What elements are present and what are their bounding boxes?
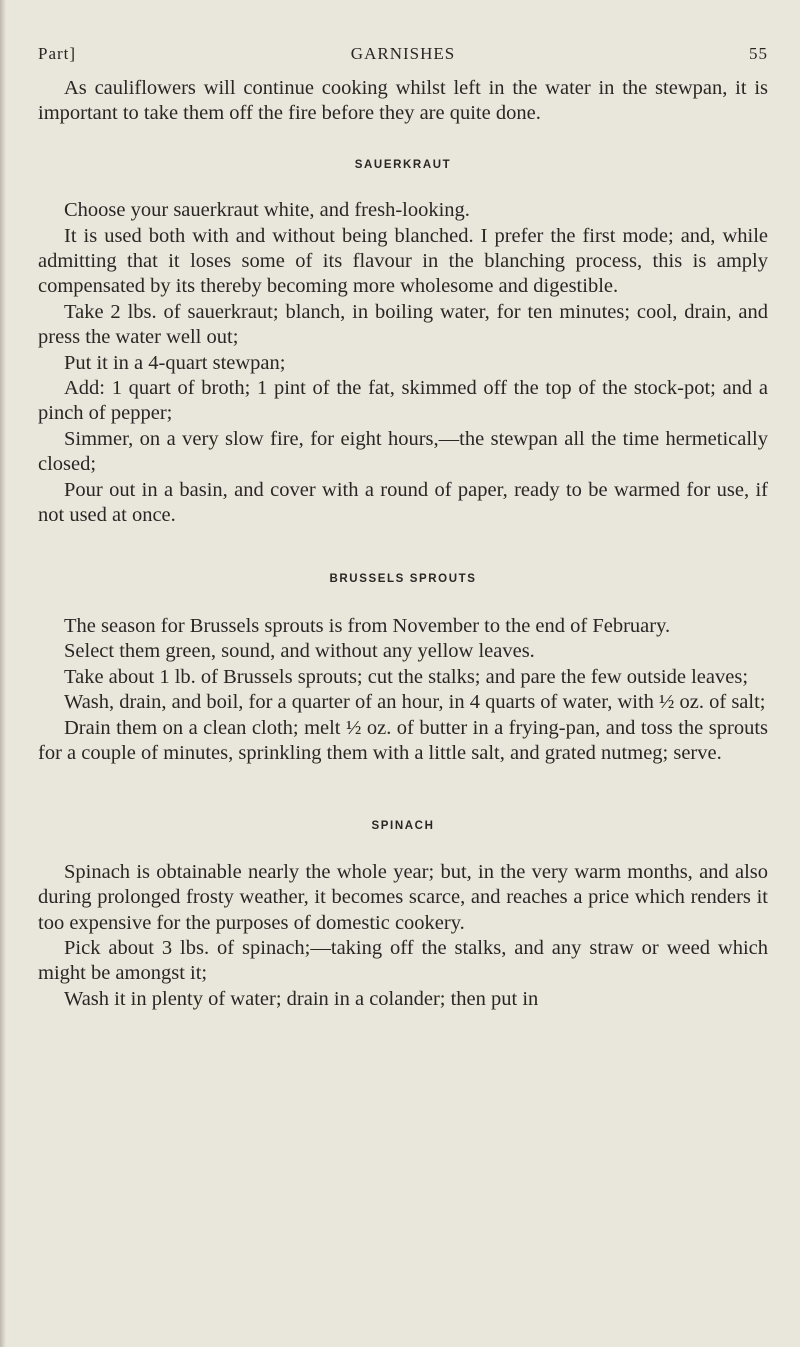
running-head (38, 44, 768, 68)
part-label: Part] (38, 44, 77, 63)
paragraph: Wash, drain, and boil, for a quarter of an hour, in 4 quarts of water, with ½ oz. of salt; (64, 691, 766, 714)
paragraph: Pick about 3 lbs. of spinach;—taking off the stalks, and any straw or weed which might be amongst it; (38, 936, 768, 985)
paragraph: Simmer, on a very slow fire, for eight hours,—the stewpan all the time hermetically closed; (38, 427, 768, 476)
section-heading: BRUSSELS SPROUTS (329, 572, 477, 585)
cauliflower-continuation (38, 76, 768, 127)
paragraph: As cauliflowers will continue cooking whilst left in the water in the stewpan, it is important to take them off the fire before they are quite done. (38, 77, 768, 125)
paragraph: Take about 1 lb. of Brussels sprouts; cut the stalks; and pare the few outside leaves; (64, 665, 749, 688)
paragraph: Take 2 lbs. of sauerkraut; blanch, in boiling water, for ten minutes; cool, drain, and press the water well out; (38, 300, 768, 349)
paragraph: Select them green, sound, and without any yellow leaves. (64, 640, 535, 663)
paragraph: Add: 1 quart of broth; 1 pint of the fat, skimmed off the top of the stock-pot; and a pinch of pepper; (38, 377, 768, 425)
brussels-sprouts-section (38, 567, 768, 767)
paragraph: Pour out in a basin, and cover with a round of paper, ready to be warmed for use, if not used at once. (38, 478, 768, 527)
paragraph: Put it in a 4-quart stewpan; (64, 351, 286, 374)
chapter-title: GARNISHES (350, 44, 456, 63)
section-heading: SAUERKRAUT (354, 158, 452, 171)
paragraph: Choose your sauerkraut white, and fresh-looking. (64, 199, 470, 222)
page-body (38, 76, 768, 1012)
paragraph: The season for Brussels sprouts is from November to the end of February. (64, 614, 671, 637)
paragraph: Drain them on a clean cloth; melt ½ oz. of butter in a frying-pan, and toss the sprouts for a couple of minutes, sprinkling them with a little salt, and grated nutmeg; serve. (38, 716, 768, 764)
paragraph: Wash it in plenty of water; drain in a colander; then put in (64, 987, 539, 1010)
sauerkraut-section (38, 153, 768, 529)
page-edge (0, 0, 6, 1347)
section-heading: SPINACH (371, 820, 435, 833)
page-number: 55 (749, 44, 768, 63)
spinach-section (38, 814, 768, 1012)
paragraph: It is used both with and without being blanched. I prefer the first mode; and, while admitting that it loses some of its flavour in the blanching process, this is amply compensated by its thereby becoming more wholesome and digestible. (38, 224, 768, 298)
paragraph: Spinach is obtainable nearly the whole year; but, in the very warm months, and also during prolonged frosty weather, it becomes scarce, and reaches a price which renders it too expensive for the purposes of domestic cookery. (38, 860, 768, 934)
